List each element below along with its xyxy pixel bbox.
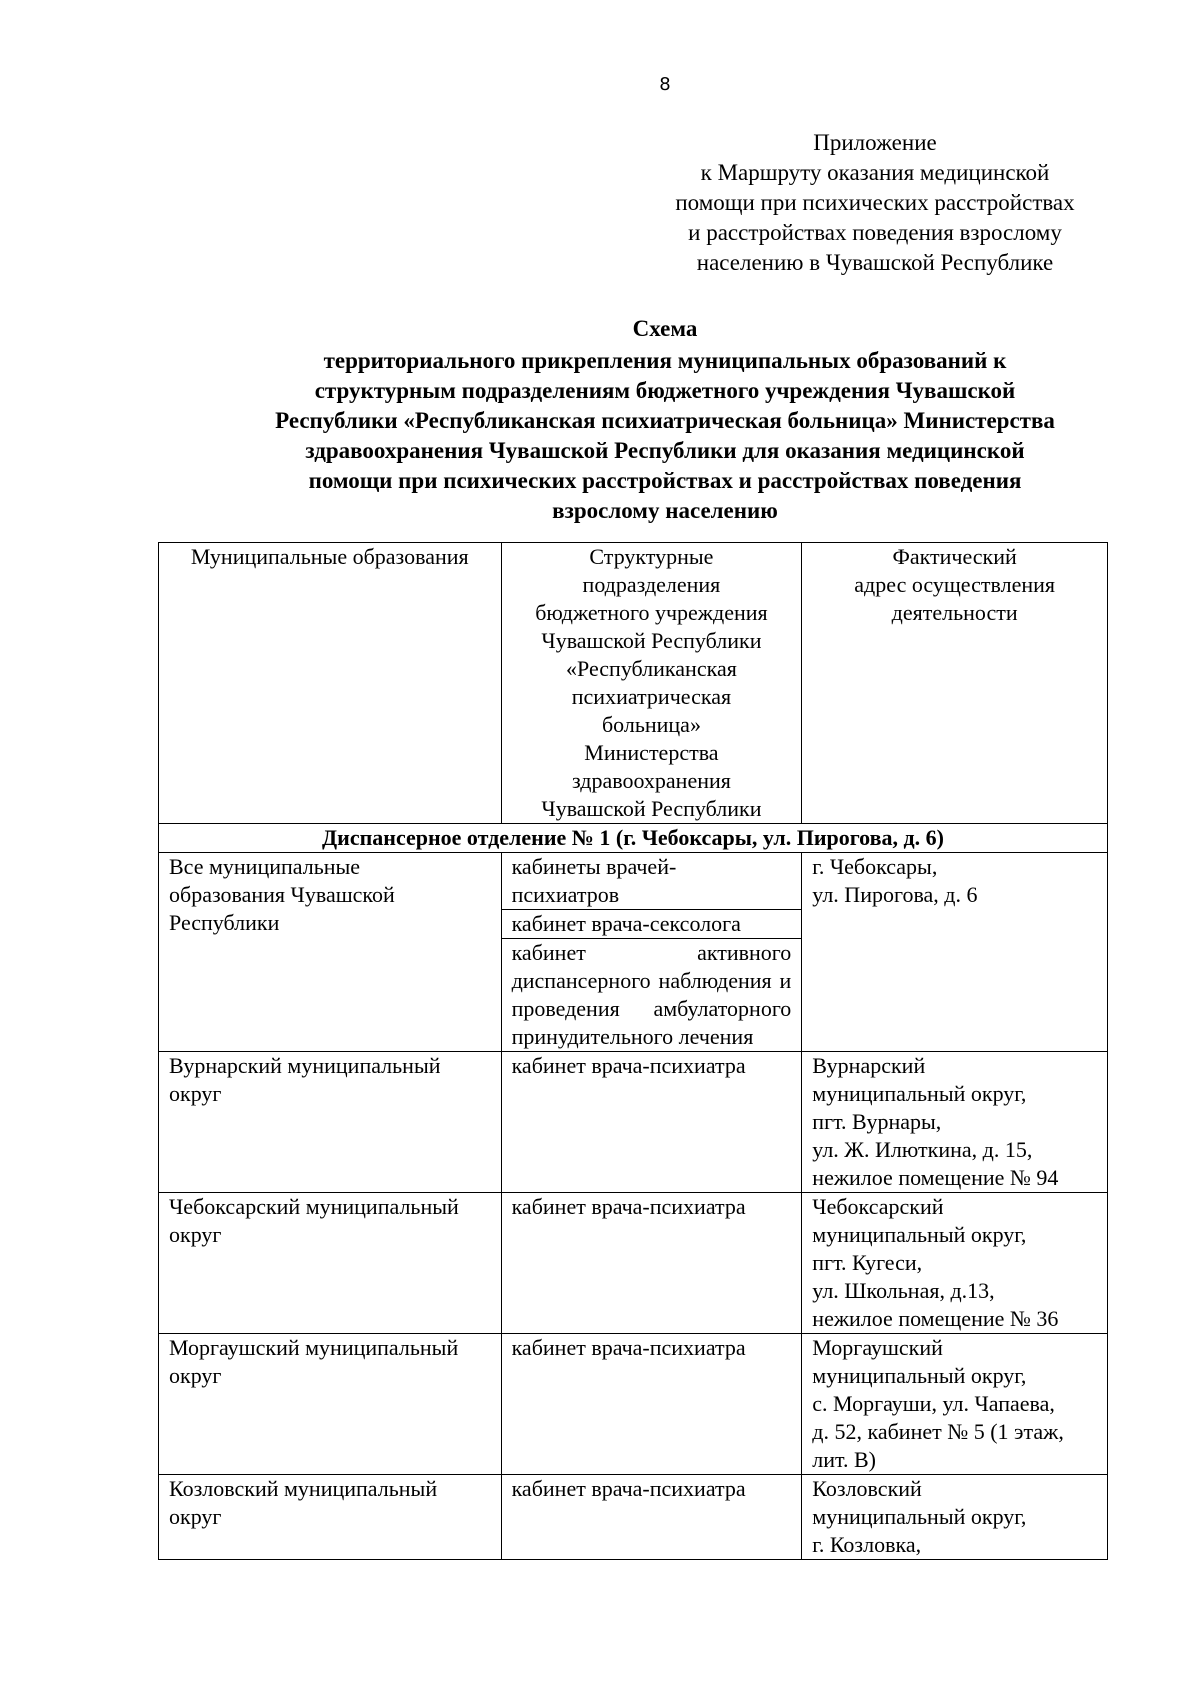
scheme-title: [160, 314, 1170, 526]
appendix-line: Приложение: [813, 130, 937, 155]
cell-line: округ: [169, 1222, 222, 1247]
address-cell: [802, 1334, 1108, 1475]
cell-line: лит. В): [812, 1447, 877, 1472]
appendix-line: населению в Чувашской Республике: [696, 250, 1054, 275]
cell-line: нежилое помещение № 36: [812, 1306, 1059, 1331]
section-row: [159, 824, 1108, 853]
unit-cell: кабинет врача-психиатра: [501, 1193, 802, 1334]
cell-line: Козловский: [812, 1476, 922, 1501]
cell-line: округ: [169, 1081, 222, 1106]
scheme-title-line: Республики «Республиканская психиатрическая больница» Министерства: [275, 408, 1055, 433]
cell-line: муниципальный округ,: [812, 1222, 1027, 1247]
cell-line: Моргаушский муниципальный: [169, 1335, 459, 1360]
cell-line: муниципальный округ,: [812, 1363, 1027, 1388]
header-line: психиатрическая: [571, 684, 732, 709]
header-line: деятельности: [891, 600, 1018, 625]
unit-cell: [501, 853, 802, 910]
cell-line: Козловский муниципальный: [169, 1476, 438, 1501]
scheme-title-line: помощи при психических расстройствах и расстройствах поведения: [308, 468, 1022, 493]
municipality-cell: [159, 853, 502, 1052]
header-line: подразделения: [582, 572, 721, 597]
unit-cell: кабинет активного диспансерного наблюдения и проведения амбулаторного принудительного лечения: [501, 939, 802, 1052]
header-line: адрес осуществления: [854, 572, 1055, 597]
header-line: Муниципальные образования: [190, 544, 469, 569]
cell-line: муниципальный округ,: [812, 1081, 1027, 1106]
cell-line: ул. Ж. Илюткина, д. 15,: [812, 1137, 1033, 1162]
cell-line: муниципальный округ,: [812, 1504, 1027, 1529]
cell-line: округ: [169, 1504, 222, 1529]
header-line: больница»: [601, 712, 701, 737]
cell-line: г. Чебоксары,: [812, 854, 938, 879]
scheme-title-line: здравоохранения Чувашской Республики для оказания медицинской: [305, 438, 1025, 463]
header-line: Министерства: [584, 740, 719, 765]
cell-line: г. Козловка,: [812, 1532, 922, 1557]
table-row: [159, 1475, 1108, 1560]
cell-line: кабинет врача-сексолога: [511, 911, 741, 936]
cell-line: Все муниципальные: [169, 854, 361, 879]
cell-line: Чебоксарский муниципальный: [169, 1194, 459, 1219]
cell-line: Моргаушский: [812, 1335, 943, 1360]
municipality-cell: [159, 1334, 502, 1475]
cell-line: пгт. Вурнары,: [812, 1109, 942, 1134]
municipality-cell: [159, 1052, 502, 1193]
table-row: [159, 853, 1108, 910]
address-cell: [802, 1475, 1108, 1560]
unit-cell: кабинет врача-психиатра: [501, 1334, 802, 1475]
header-line: здравоохранения: [571, 768, 731, 793]
cell-line: ул. Школьная, д.13,: [812, 1278, 995, 1303]
cell-line: кабинеты врачей-: [511, 854, 677, 879]
municipality-cell: [159, 1475, 502, 1560]
section-title: Диспансерное отделение № 1 (г. Чебоксары, ул. Пирогова, д. 6): [159, 824, 1108, 853]
cell-line: д. 52, кабинет № 5 (1 этаж,: [812, 1419, 1064, 1444]
header-line: «Республиканская: [566, 656, 737, 681]
appendix-line: и расстройствах поведения взрослому: [688, 220, 1062, 245]
header-line: Чувашской Республики: [541, 796, 762, 821]
appendix-line: помощи при психических расстройствах: [675, 190, 1075, 215]
routing-table: [158, 542, 1108, 1560]
cell-line: психиатров: [511, 882, 620, 907]
page-number: 8: [659, 74, 671, 95]
scheme-title-line: структурным подразделениям бюджетного учреждения Чувашской: [314, 378, 1016, 403]
cell-line: Чебоксарский: [812, 1194, 944, 1219]
scheme-heading: Схема: [632, 316, 698, 341]
address-cell: [802, 1193, 1108, 1334]
municipality-cell: [159, 1193, 502, 1334]
table-row: [159, 1052, 1108, 1193]
unit-cell: [501, 910, 802, 939]
cell-line: образования Чувашской: [169, 882, 395, 907]
header-structural-units: [501, 543, 802, 824]
address-cell: [802, 853, 1108, 1052]
cell-line: нежилое помещение № 94: [812, 1165, 1059, 1190]
cell-line: Республики: [169, 910, 280, 935]
table-row: [159, 1193, 1108, 1334]
header-municipalities: [159, 543, 502, 824]
cell-line: пгт. Кугеси,: [812, 1250, 923, 1275]
scheme-title-line: взрослому населению: [552, 498, 778, 523]
scheme-title-line: территориального прикрепления муниципальных образований к: [323, 348, 1007, 373]
header-line: Структурные: [589, 544, 714, 569]
cell-line: Вурнарский: [812, 1053, 926, 1078]
appendix-line: к Маршруту оказания медицинской: [700, 160, 1050, 185]
cell-line: Вурнарский муниципальный: [169, 1053, 441, 1078]
address-cell: [802, 1052, 1108, 1193]
header-line: Фактический: [892, 544, 1017, 569]
cell-line: с. Моргауши, ул. Чапаева,: [812, 1391, 1055, 1416]
header-actual-address: [802, 543, 1108, 824]
table-row: [159, 1334, 1108, 1475]
unit-cell: кабинет врача-психиатра: [501, 1475, 802, 1560]
unit-cell: кабинет врача-психиатра: [501, 1052, 802, 1193]
cell-line: округ: [169, 1363, 222, 1388]
header-line: Чувашской Республики: [541, 628, 762, 653]
appendix-note: [640, 128, 1110, 278]
table-header-row: [159, 543, 1108, 824]
cell-line: ул. Пирогова, д. 6: [812, 882, 978, 907]
header-line: бюджетного учреждения: [535, 600, 768, 625]
